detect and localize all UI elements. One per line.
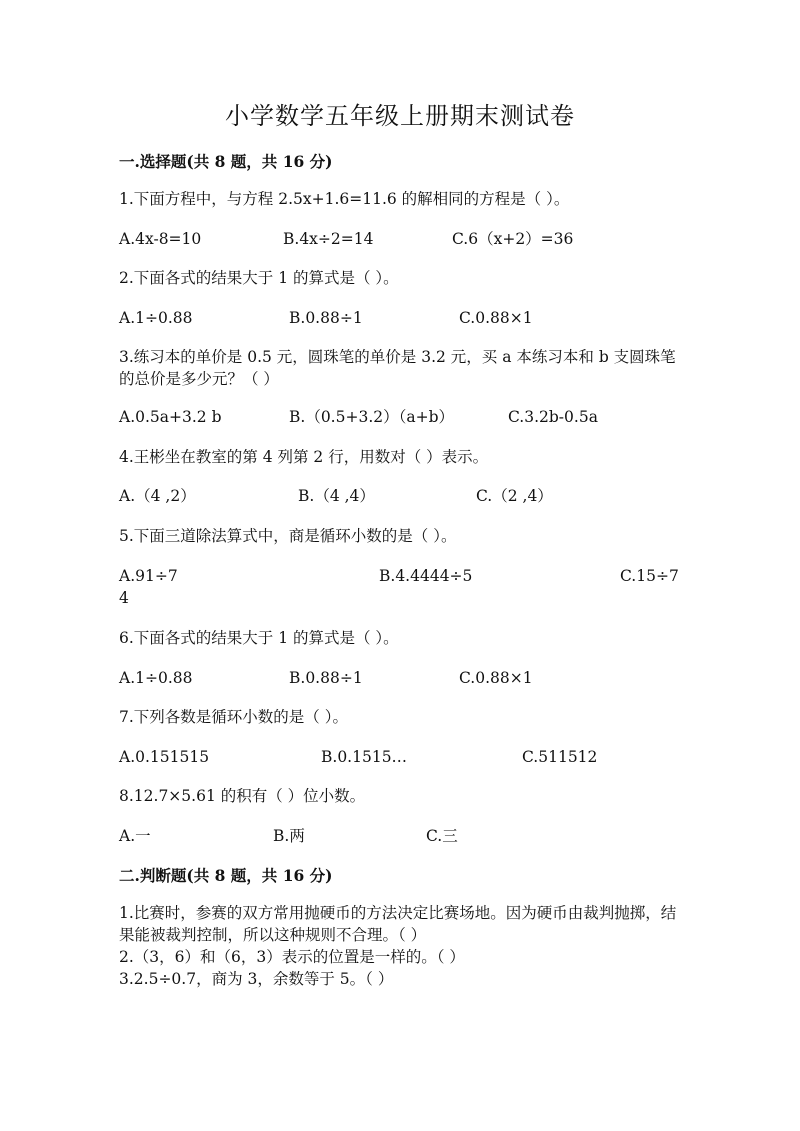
question-5-option-a: A.91÷7: [119, 567, 178, 585]
judgment-3: 3.2.5÷0.7，商为 3，余数等于 5。（ ）: [119, 970, 394, 988]
question-5-option-b: B.4.4444÷5: [379, 567, 473, 585]
question-4-option-a: A.（4 ,2）: [119, 487, 196, 505]
question-2-option-b: B.0.88÷1: [289, 309, 363, 327]
question-5-option-c: C.15÷7: [620, 567, 679, 585]
question-7-option-a: A.0.151515: [119, 748, 210, 766]
section-heading-true-false: 二.判断题(共 8 题，共 16 分): [119, 866, 333, 885]
question-6-option-a: A.1÷0.88: [119, 669, 193, 687]
judgment-2: 2.（3，6）和（6，3）表示的位置是一样的。（ ）: [119, 948, 465, 966]
question-1-option-c: C.6（x+2）=36: [452, 230, 574, 248]
question-5-option-c-wrap: 4: [119, 589, 129, 607]
question-1-option-a: A.4x-8=10: [119, 230, 202, 248]
question-3-option-a: A.0.5a+3.2 b: [119, 408, 222, 426]
section-heading-multiple-choice: 一.选择题(共 8 题，共 16 分): [119, 152, 333, 171]
question-7-option-b: B.0.1515…: [321, 748, 408, 766]
question-7: 7.下列各数是循环小数的是（ ）。: [119, 708, 348, 726]
question-8-option-c: C.三: [426, 827, 458, 845]
question-4-option-b: B.（4 ,4）: [298, 487, 375, 505]
question-3-option-c: C.3.2b-0.5a: [508, 408, 598, 426]
question-3: 3.练习本的单价是 0.5 元，圆珠笔的单价是 3.2 元，买 a 本练习本和 b 支圆珠笔的总价是多少元？（ ）: [119, 348, 676, 388]
question-3-option-b: B.（0.5+3.2）（a+b）: [289, 408, 455, 426]
question-8-option-b: B.两: [273, 827, 305, 845]
question-6-option-b: B.0.88÷1: [289, 669, 363, 687]
question-1: 1.下面方程中，与方程 2.5x+1.6=11.6 的解相同的方程是（ ）。: [119, 190, 570, 208]
question-2-option-c: C.0.88×1: [459, 309, 533, 327]
question-8: 8.12.7×5.61 的积有（ ）位小数。: [119, 787, 366, 805]
question-5: 5.下面三道除法算式中，商是循环小数的是（ ）。: [119, 527, 457, 545]
judgment-1: 1.比赛时，参赛的双方常用抛硬币的方法决定比赛场地。因为硬币由裁判抛掷，结果能被裁判控制，所以这种规则不合理。（ ）: [119, 904, 677, 944]
question-7-option-c: C.511512: [522, 748, 598, 766]
question-2-option-a: A.1÷0.88: [119, 309, 193, 327]
question-6: 6.下面各式的结果大于 1 的算式是（ ）。: [119, 629, 399, 647]
page-title: 小学数学五年级上册期末测试卷: [225, 102, 575, 130]
question-4-option-c: C.（2 ,4）: [476, 487, 553, 505]
question-2: 2.下面各式的结果大于 1 的算式是（ ）。: [119, 269, 399, 287]
question-4: 4.王彬坐在教室的第 4 列第 2 行，用数对（ ）表示。: [119, 448, 489, 466]
question-1-option-b: B.4x÷2=14: [283, 230, 374, 248]
question-8-option-a: A.一: [119, 827, 151, 845]
question-6-option-c: C.0.88×1: [459, 669, 533, 687]
